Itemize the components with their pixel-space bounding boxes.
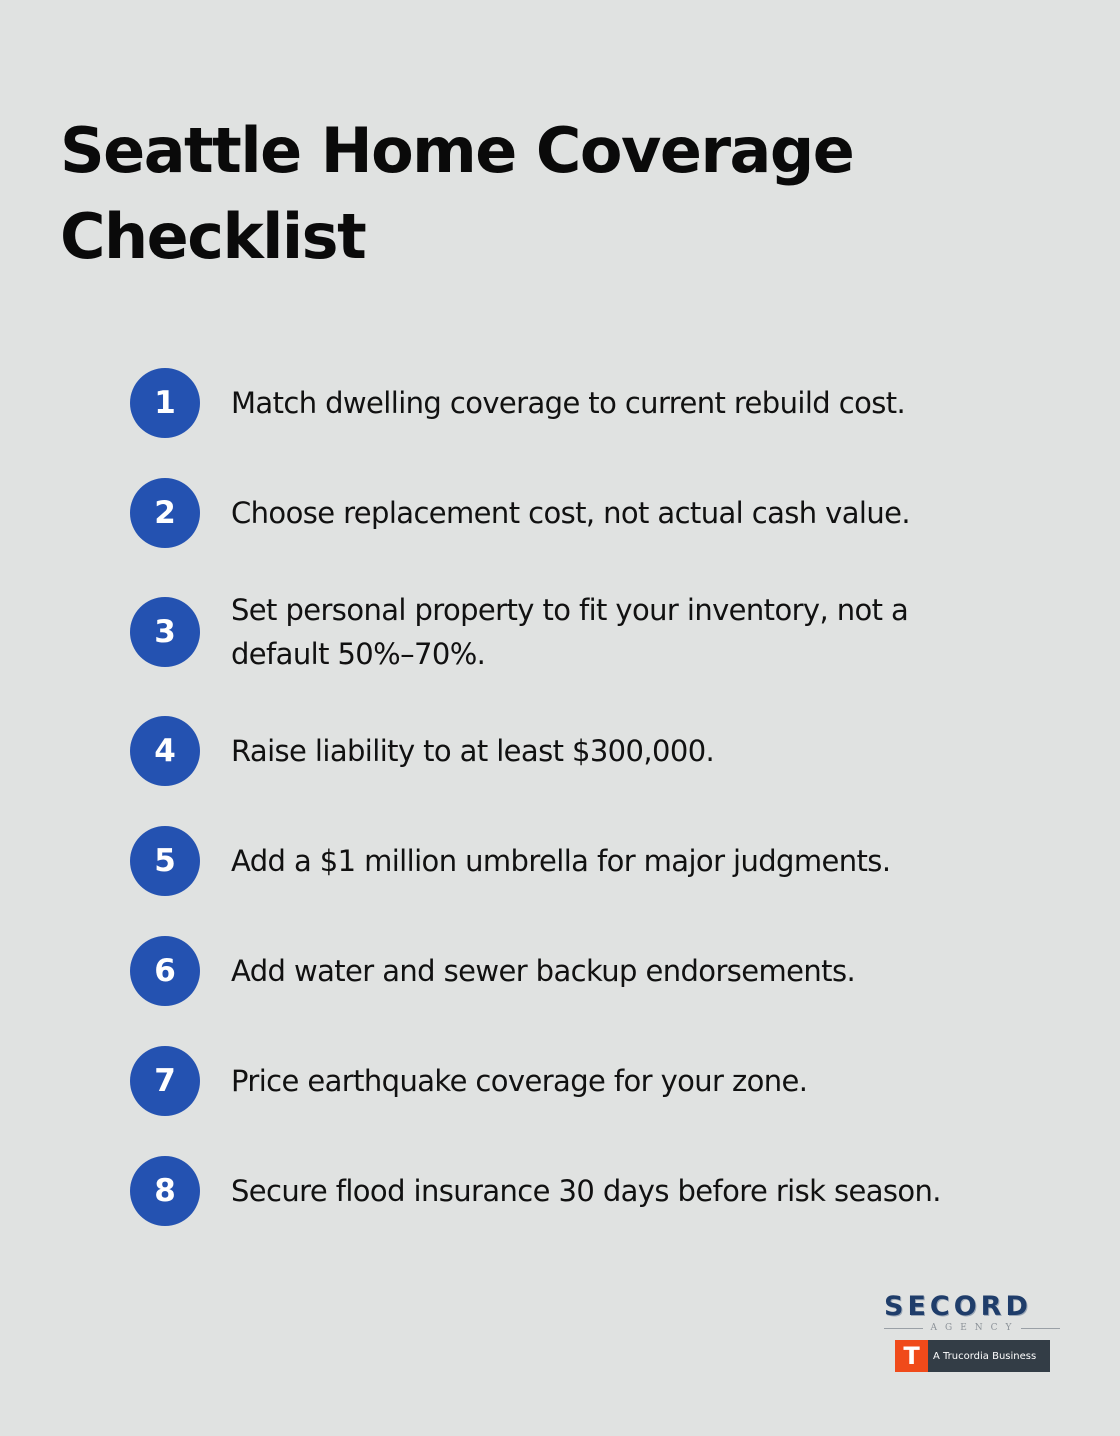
checklist-item-text: Choose replacement cost, not actual cash value. <box>231 496 910 530</box>
step-number-badge: 7 <box>130 1046 200 1116</box>
checklist-item-text: Secure flood insurance 30 days before risk season. <box>231 1174 941 1208</box>
step-number-badge: 5 <box>130 826 200 896</box>
checklist-item <box>130 1046 1030 1116</box>
checklist-item-text: Match dwelling coverage to current rebuild cost. <box>231 386 906 420</box>
trucordia-t-icon: T <box>895 1340 928 1372</box>
step-number-badge: 3 <box>130 597 200 667</box>
checklist-item <box>130 936 1030 1006</box>
divider <box>1021 1328 1060 1329</box>
step-number-badge: 2 <box>130 478 200 548</box>
trucordia-badge <box>895 1340 1050 1372</box>
step-number-badge: 1 <box>130 368 200 438</box>
secord-agency-logo <box>884 1292 1064 1372</box>
checklist-item <box>130 368 1030 438</box>
logo-wordmark: SECORD <box>884 1291 1032 1322</box>
trucordia-badge-text: A Trucordia Business <box>933 1350 1037 1362</box>
checklist-item-text: Raise liability to at least $300,000. <box>231 734 715 768</box>
logo-subtitle: AGENCY <box>930 1323 1020 1333</box>
logo-agency-line <box>884 1323 1060 1333</box>
checklist-item-text: Add a $1 million umbrella for major judgments. <box>231 844 891 878</box>
page-title: Seattle Home Coverage Checklist <box>60 114 854 273</box>
step-number-badge: 8 <box>130 1156 200 1226</box>
checklist-item <box>130 716 1030 786</box>
checklist-item-text: Set personal property to fit your inventory, not a default 50%–70%. <box>231 593 909 671</box>
checklist-item-text: Price earthquake coverage for your zone. <box>231 1064 808 1098</box>
divider <box>884 1328 923 1329</box>
step-number-badge: 6 <box>130 936 200 1006</box>
checklist-item <box>130 1156 1030 1226</box>
step-number-badge: 4 <box>130 716 200 786</box>
checklist-item <box>130 826 1030 896</box>
checklist-item <box>130 478 1030 548</box>
checklist-item <box>130 588 1030 676</box>
checklist-item-text: Add water and sewer backup endorsements. <box>231 954 856 988</box>
